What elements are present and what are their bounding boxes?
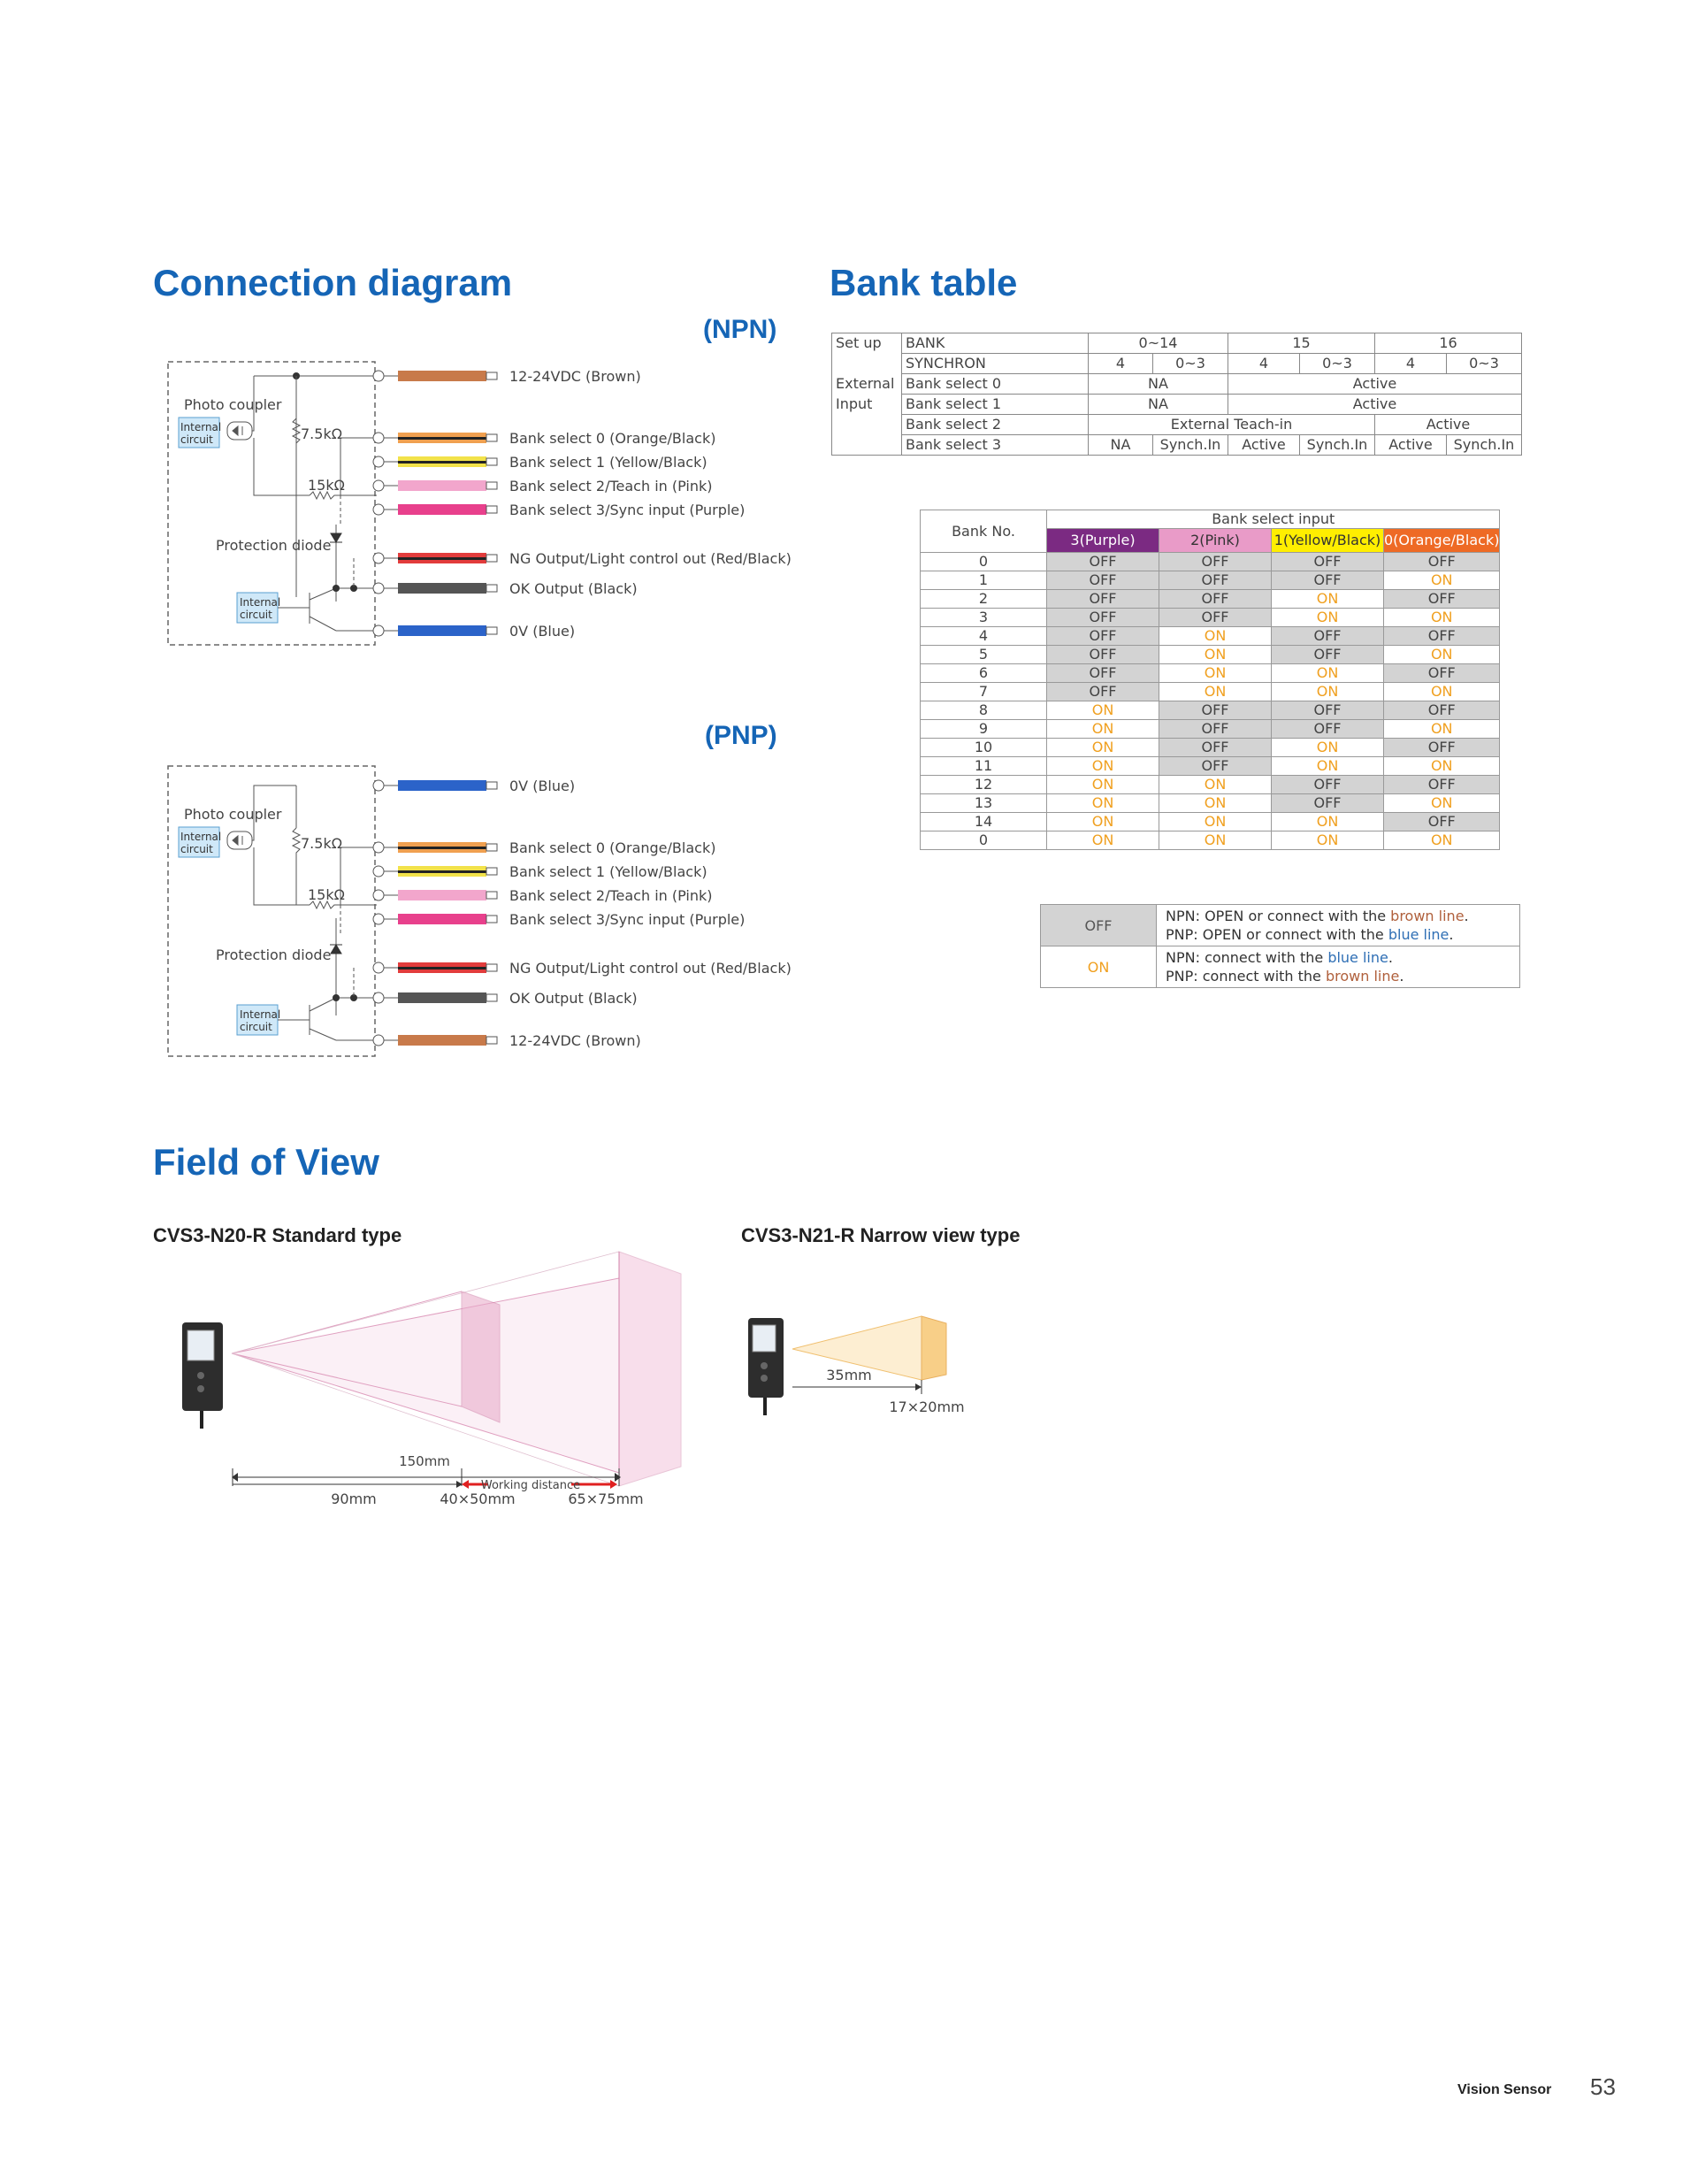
svg-text:0V (Blue): 0V (Blue) <box>509 623 576 640</box>
pnp-wire-list <box>373 778 792 1049</box>
svg-text:Photo coupler: Photo coupler <box>184 806 282 823</box>
bank-number-cell: 7 <box>921 683 1047 701</box>
bank-select-cell: OFF <box>1159 571 1272 590</box>
bank-table-heading: Bank table <box>830 262 1018 303</box>
bank-number-cell: 3 <box>921 609 1047 627</box>
bank-select-cell: ON <box>1384 720 1500 739</box>
camera-icon <box>748 1318 784 1415</box>
svg-text:15kΩ: 15kΩ <box>308 886 345 903</box>
camera-icon <box>182 1322 223 1429</box>
bank-select-cell: ON <box>1384 831 1500 850</box>
page-number: 53 <box>1590 2073 1616 2100</box>
bank-select-col-header: 3(Purple) <box>1047 529 1159 553</box>
pnp-wire-5 <box>373 960 792 977</box>
bank-select-cell: OFF <box>1047 627 1159 646</box>
svg-text:Bank select 0 (Orange/Black): Bank select 0 (Orange/Black) <box>509 430 716 447</box>
table-row <box>921 776 1500 794</box>
bank-number-cell: 8 <box>921 701 1047 720</box>
svg-text:NG Output/Light control out (R: NG Output/Light control out (Red/Black) <box>509 550 792 567</box>
pnp-label: (PNP) <box>705 721 777 750</box>
bank-select-cell: OFF <box>1272 571 1384 590</box>
bank-select-cell: ON <box>1047 794 1159 813</box>
photo-coupler-label: Photo coupler <box>184 396 282 413</box>
connection-diagram-heading: Connection diagram <box>153 262 513 303</box>
bank-select-cell: OFF <box>1272 553 1384 571</box>
bank-select-cell: ON <box>1384 757 1500 776</box>
bank-select-cell: OFF <box>1272 627 1384 646</box>
bank-select-cell: OFF <box>1272 776 1384 794</box>
standard-type-title: CVS3-N20-R Standard type <box>153 1224 402 1246</box>
npn-wire-4 <box>373 502 745 518</box>
svg-text:Bank select 0 (Orange/Black): Bank select 0 (Orange/Black) <box>509 839 716 856</box>
table-row <box>921 553 1500 571</box>
legend-off-key: OFF <box>1041 905 1157 946</box>
bank-select-col-header: 1(Yellow/Black) <box>1272 529 1384 553</box>
distance-90mm: 90mm <box>331 1490 377 1507</box>
table-row <box>921 664 1500 683</box>
bank-number-cell: 2 <box>921 590 1047 609</box>
bank-select-cell: OFF <box>1047 609 1159 627</box>
svg-text:NG Output/Light control out (R: NG Output/Light control out (Red/Black) <box>509 960 792 977</box>
bank-select-cell: ON <box>1159 627 1272 646</box>
bank-select-cell: OFF <box>1272 701 1384 720</box>
svg-text:Bank select 2/Teach in (Pink): Bank select 2/Teach in (Pink) <box>509 478 713 494</box>
svg-text:12-24VDC (Brown): 12-24VDC (Brown) <box>509 1032 641 1049</box>
bank-select-table <box>920 510 1500 850</box>
svg-text:Bank select 3/Sync input (Purp: Bank select 3/Sync input (Purple) <box>509 911 746 928</box>
bank-select-cell: OFF <box>1159 739 1272 757</box>
bank-select-cell: ON <box>1047 720 1159 739</box>
bank-select-input-header: Bank select input <box>1047 510 1500 529</box>
bank-number-cell: 14 <box>921 813 1047 831</box>
bank-number-cell: 9 <box>921 720 1047 739</box>
svg-text:Internal: Internal <box>240 1008 281 1021</box>
table-row <box>921 683 1500 701</box>
pnp-wire-4 <box>373 911 745 928</box>
table-row <box>921 571 1500 590</box>
field-of-view-heading: Field of View <box>153 1141 379 1183</box>
on-off-legend: OFF NPN: OPEN or connect with the brown line. PNP: OPEN or connect with the blue line. ON NPN: connect with the blue line. PNP: connect with the brown line. <box>1040 904 1520 988</box>
svg-text:circuit: circuit <box>180 843 213 855</box>
bank-select-cell: OFF <box>1384 701 1500 720</box>
bank-select-cell: ON <box>1272 757 1384 776</box>
bank-select-cell: OFF <box>1159 553 1272 571</box>
working-distance-label: Working distance <box>480 1479 581 1492</box>
bank-select-cell: OFF <box>1159 609 1272 627</box>
npn-wire-2 <box>373 454 708 471</box>
table-row <box>921 794 1500 813</box>
pnp-wire-3 <box>373 887 713 904</box>
npn-wire-3 <box>373 478 713 494</box>
bank-select-cell: OFF <box>1384 739 1500 757</box>
bank-number-cell: 0 <box>921 831 1047 850</box>
bank-select-cell: ON <box>1384 683 1500 701</box>
svg-text:Bank select 1 (Yellow/Black): Bank select 1 (Yellow/Black) <box>509 863 708 880</box>
bank-select-cell: OFF <box>1272 794 1384 813</box>
bank-select-cell: OFF <box>1047 646 1159 664</box>
table-row <box>921 627 1500 646</box>
npn-label: (NPN) <box>703 315 777 344</box>
bank-select-cell: OFF <box>1047 571 1159 590</box>
bank-select-cell: ON <box>1384 646 1500 664</box>
bank-select-cell: ON <box>1159 646 1272 664</box>
fov-size-narrow: 17×20mm <box>889 1399 965 1415</box>
narrow-fov-diagram <box>734 1291 982 1433</box>
bank-select-cell: ON <box>1047 831 1159 850</box>
bank-select-cell: ON <box>1159 813 1272 831</box>
bank-select-cell: ON <box>1159 794 1272 813</box>
svg-text:0V (Blue): 0V (Blue) <box>509 778 576 794</box>
bank-number-cell: 10 <box>921 739 1047 757</box>
bank-select-col-header: 0(Orange/Black) <box>1384 529 1500 553</box>
svg-text:circuit: circuit <box>240 1021 272 1033</box>
bank-select-cell: ON <box>1047 757 1159 776</box>
fov-size-far: 65×75mm <box>568 1490 644 1507</box>
bank-number-cell: 6 <box>921 664 1047 683</box>
npn-wire-0 <box>373 368 641 385</box>
svg-text:Protection diode: Protection diode <box>216 946 332 963</box>
pnp-wire-0 <box>373 778 575 794</box>
bank-select-cell: OFF <box>1047 590 1159 609</box>
bank-number-cell: 0 <box>921 553 1047 571</box>
table-row <box>921 739 1500 757</box>
pnp-wire-7 <box>373 1032 641 1049</box>
bank-number-cell: 1 <box>921 571 1047 590</box>
npn-wire-list <box>373 368 792 640</box>
bank-select-cell: OFF <box>1384 776 1500 794</box>
pnp-wire-6 <box>373 990 638 1007</box>
pnp-wire-2 <box>373 863 708 880</box>
narrow-type-title: CVS3-N21-R Narrow view type <box>741 1224 1021 1246</box>
bank-select-cell: OFF <box>1384 664 1500 683</box>
svg-text:15kΩ: 15kΩ <box>308 477 345 494</box>
bank-select-cell: ON <box>1047 739 1159 757</box>
svg-text:Bank select 2/Teach in (Pink): Bank select 2/Teach in (Pink) <box>509 887 713 904</box>
svg-text:Bank select 1 (Yellow/Black): Bank select 1 (Yellow/Black) <box>509 454 708 471</box>
bank-select-cell: ON <box>1047 813 1159 831</box>
bank-select-cell: OFF <box>1159 757 1272 776</box>
npn-connection-diagram <box>159 349 814 659</box>
table-row <box>921 813 1500 831</box>
npn-wire-7 <box>373 623 575 640</box>
bank-select-cell: OFF <box>1384 627 1500 646</box>
bank-number-cell: 5 <box>921 646 1047 664</box>
table-row <box>921 831 1500 850</box>
table-row <box>921 590 1500 609</box>
bank-no-header: Bank No. <box>921 510 1047 553</box>
bank-number-cell: 12 <box>921 776 1047 794</box>
svg-text:circuit: circuit <box>180 433 213 446</box>
bank-select-cell: OFF <box>1047 664 1159 683</box>
bank-select-cell: OFF <box>1272 646 1384 664</box>
bank-select-cell: ON <box>1272 739 1384 757</box>
bank-select-cell: ON <box>1272 664 1384 683</box>
footer-label: Vision Sensor <box>1457 2082 1552 2097</box>
table-row <box>921 757 1500 776</box>
table-row <box>921 609 1500 627</box>
svg-text:circuit: circuit <box>240 609 272 621</box>
bank-select-cell: ON <box>1272 609 1384 627</box>
bank-select-cell: ON <box>1272 831 1384 850</box>
bank-select-cell: ON <box>1272 590 1384 609</box>
table-row <box>921 701 1500 720</box>
bank-select-cell: OFF <box>1047 553 1159 571</box>
svg-text:12-24VDC (Brown): 12-24VDC (Brown) <box>509 368 641 385</box>
npn-wire-5 <box>373 550 792 567</box>
bank-table: Set up BANK 0~14 15 16 SYNCHRON 4 0~3 4 0~3 4 0~3 External Bank select 0 NA Active Input Bank select 1 NA Active Bank select 2 External Teach-in Active Bank select 3 NA Synch.In Active Synch.In Active Synch.In <box>831 333 1522 456</box>
npn-wire-1 <box>373 430 715 447</box>
bank-select-cell: ON <box>1384 571 1500 590</box>
bank-select-cell: ON <box>1384 794 1500 813</box>
svg-text:OK Output (Black): OK Output (Black) <box>509 580 638 597</box>
bank-number-cell: 4 <box>921 627 1047 646</box>
svg-text:Protection diode: Protection diode <box>216 537 332 554</box>
bank-select-cell: ON <box>1047 776 1159 794</box>
bank-number-cell: 13 <box>921 794 1047 813</box>
bank-select-cell: ON <box>1272 813 1384 831</box>
bank-select-cell: OFF <box>1384 813 1500 831</box>
legend-on-key: ON <box>1041 946 1157 988</box>
pnp-wire-1 <box>373 839 715 856</box>
bank-select-cell: ON <box>1159 683 1272 701</box>
svg-text:Internal: Internal <box>180 831 222 843</box>
bank-select-cell: OFF <box>1159 701 1272 720</box>
svg-text:7.5kΩ: 7.5kΩ <box>301 835 342 852</box>
fov-size-near: 40×50mm <box>440 1490 516 1507</box>
svg-text:OK Output (Black): OK Output (Black) <box>509 990 638 1007</box>
table-row <box>921 720 1500 739</box>
bank-select-cell: OFF <box>1159 720 1272 739</box>
bank-select-cell: ON <box>1159 664 1272 683</box>
svg-text:Internal: Internal <box>240 596 281 609</box>
bank-select-cell: ON <box>1159 776 1272 794</box>
svg-text:Bank select 3/Sync input (Purp: Bank select 3/Sync input (Purple) <box>509 502 746 518</box>
bank-select-cell: OFF <box>1272 720 1384 739</box>
bank-select-col-header: 2(Pink) <box>1159 529 1272 553</box>
standard-fov-diagram <box>168 1238 699 1521</box>
bank-select-cell: ON <box>1047 701 1159 720</box>
svg-text:7.5kΩ: 7.5kΩ <box>301 425 342 442</box>
bank-select-cell: OFF <box>1384 553 1500 571</box>
distance-150mm: 150mm <box>399 1453 450 1469</box>
bank-select-cell: OFF <box>1384 590 1500 609</box>
distance-35mm: 35mm <box>826 1367 872 1383</box>
bank-select-cell: OFF <box>1047 683 1159 701</box>
bank-select-cell: OFF <box>1159 590 1272 609</box>
svg-text:Internal: Internal <box>180 421 222 433</box>
bank-number-cell: 11 <box>921 757 1047 776</box>
bank-select-cell: ON <box>1384 609 1500 627</box>
pnp-connection-diagram <box>159 759 814 1069</box>
bank-select-cell: ON <box>1272 683 1384 701</box>
npn-wire-6 <box>373 580 638 597</box>
table-row <box>921 646 1500 664</box>
bank-select-cell: ON <box>1159 831 1272 850</box>
